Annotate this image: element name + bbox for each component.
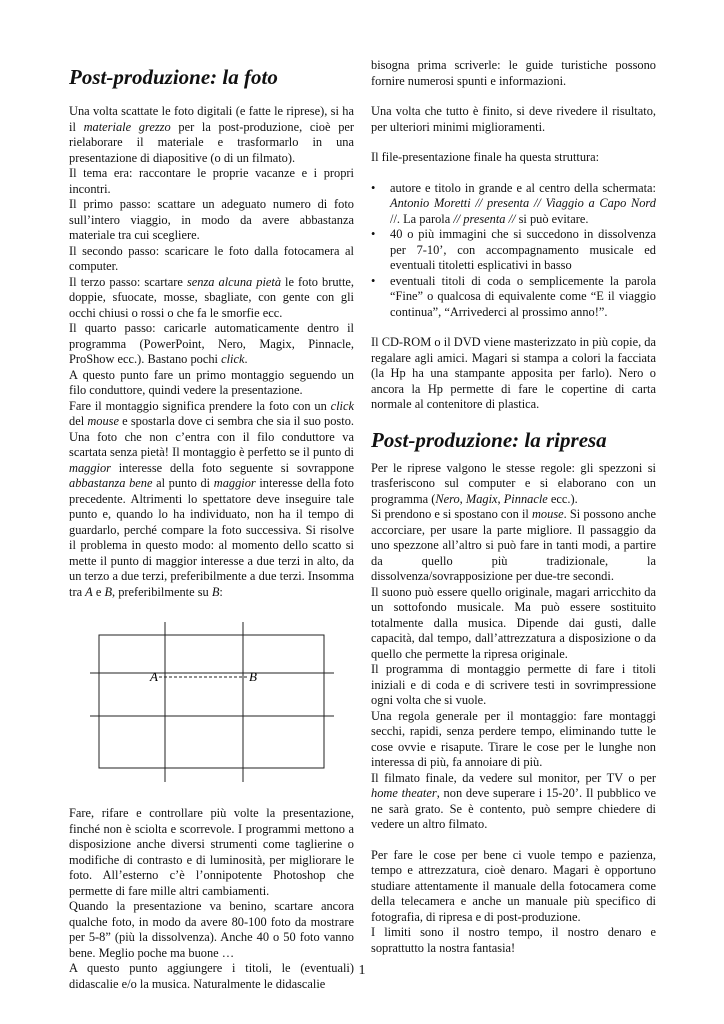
text-run: del: [69, 414, 88, 428]
paragraph: [371, 507, 656, 585]
bullet-icon: •: [371, 227, 376, 241]
label-b: B: [249, 669, 257, 684]
paragraph: [371, 150, 656, 166]
italic-text: mouse: [87, 414, 119, 428]
text-run: Il primo passo: scattare un adeguato numero di foto sull’intero viaggio, in modo da avere abbastanza materiale tra cui scegliere.: [69, 197, 354, 242]
bullet-item: [371, 181, 656, 228]
italic-text: B: [211, 584, 220, 599]
paragraph: [69, 244, 354, 275]
text-run: Il filmato finale, da vedere sul monitor, per TV o per: [371, 770, 656, 785]
italic-text: click: [221, 352, 245, 366]
text-run: e: [92, 584, 105, 599]
paragraph: [371, 104, 656, 135]
text-run: Il file-presentazione finale ha questa struttura:: [371, 150, 600, 164]
rule-of-thirds-diagram: [90, 622, 334, 782]
text-run: Una volta che tutto è finito, si deve rivedere il risultato, per ulteriori minimi miglioramenti.: [371, 104, 656, 134]
bullet-item: [371, 227, 656, 274]
italic-text: materiale grezzo: [83, 119, 171, 134]
right-paragraphs-ripresa: [371, 461, 656, 833]
right-intro: [371, 58, 656, 166]
italic-text: click: [330, 398, 354, 413]
text-run: , preferibilmente su: [112, 584, 212, 599]
text-run: autore e titolo in grande e al centro della schermata:: [390, 180, 656, 195]
right-column: [371, 58, 656, 956]
paragraph: [371, 335, 656, 413]
text-run: //. La parola: [390, 211, 454, 226]
text-run: Il programma di montaggio permette di fare i titoli iniziali e di coda e di scrivere testi in sovrimpressione ogni volta che si vuole.: [371, 662, 656, 707]
paragraph: [69, 321, 354, 368]
italic-text: senza alcuna pietà: [186, 274, 282, 289]
left-paragraphs: [69, 104, 354, 600]
text-run: Per fare le cose per bene ci vuole tempo e pazienza, tempo e attrezzatura, cioè denaro. Magari è opportuno studiare attentamente il manuale della fotocamera come della telecamera e anche un manuale più specifico di fotografia, di ripresa e di post-produzione.: [371, 847, 656, 924]
text-run: . Si possono anche accorciare, per usare la parte migliore. Il passaggio da uno spezzone all’altro si può fare in tanti modi, a partire da quello più tradizionale, la dissolvenza/sovrapposizione per due-tre secondi.: [371, 507, 656, 583]
paragraph: [371, 58, 656, 89]
paragraph: [371, 848, 656, 926]
text-run: ecc.).: [547, 491, 578, 506]
paragraph: [69, 104, 354, 166]
text-run: ,: [459, 491, 466, 506]
text-run: al punto di: [152, 476, 214, 490]
italic-text: mouse: [531, 507, 564, 521]
paragraph: [69, 197, 354, 244]
text-run: Il quarto passo: caricarle automaticamente dentro il programma (PowerPoint, Nero, Magix, Pinnacle, ProShow ecc.). Bastano pochi: [69, 321, 354, 366]
italic-text: B: [104, 584, 113, 599]
text-run: interesse della foto seguente si sovrappone: [111, 460, 354, 475]
text-run: Quando la presentazione va benino, scartare ancora qualche foto, in modo da avere 80-100 foto da mostrare per 5-8” (più la dissolvenza). Anche 40 o 50 foto vanno bene. Meglio poche ma buone …: [69, 899, 354, 960]
italic-text: Pinnacle: [503, 491, 548, 506]
italic-text: A: [85, 584, 93, 599]
text-run: Per le riprese valgono le stesse regole: gli spezzoni si trasferiscono sul computer e si elaborano con un programma (: [371, 460, 656, 506]
italic-text: Antonio Moretti // presenta // Viaggio a Capo Nord: [390, 196, 656, 210]
text-run: :: [219, 584, 223, 599]
italic-text: // presenta //: [453, 211, 516, 226]
text-run: I limiti sono il nostro tempo, il nostro denaro e soprattutto la nostra fantasia!: [371, 925, 656, 955]
text-run: Il CD-ROM o il DVD viene masterizzato in più copie, da regalare agli amici. Magari si stampa a colori la facciata (la Hp ha una stampante apposita per farlo). Nero o ancora la Hp permette di fare le copertine di carta normale al contenitore di plastica.: [371, 335, 656, 411]
right-after-bullets: [371, 335, 656, 413]
text-run: 40 o più immagini che si succedono in dissolvenza per 7-10’, con accompagnamento musicale ed eventuali titoletti esplicativi in basso: [390, 227, 656, 272]
text-run: bisogna prima scriverle: le guide turistiche possono fornire numerosi spunti e informazioni.: [371, 58, 656, 88]
paragraph: [371, 461, 656, 508]
text-run: .: [244, 352, 248, 366]
frame-rect: [99, 635, 324, 768]
paragraph: [371, 585, 656, 663]
text-run: Il terzo passo: scartare: [69, 274, 187, 289]
paragraph: [69, 806, 354, 899]
italic-text: Nero: [435, 491, 460, 506]
text-run: le foto brutte, doppie, sfuocate, mosse, sbagliate, con gente con gli occhi chiusi o rossi o che fa le smorfie ecc.: [69, 274, 355, 320]
bullet-icon: •: [371, 180, 376, 195]
bullet-icon: •: [371, 273, 376, 288]
text-run: Fare, rifare e controllare più volte la presentazione, finché non è sciolta e scorrevole. I programmi mettono a disposizione anche diversi strumenti come taglierine o modifiche di contrasto e di luminosità, per migliorare le foto. All’esterno c’è l’onnipotente Photoshop che permette di fare mille altri cambiamenti.: [69, 806, 354, 898]
text-run: interesse della foto precedente. Altrimenti lo spettatore deve inseguire tale punto e, quando lo ha individuato, non ha il tempo di guardarlo, perché compare la foto successiva. Si risolve il problema in questo modo: al momento dello scatto si mette il punto di maggior interesse a due terzi in alto, da un terzo a due terzi, preferibilmente a due terzi. Insomma tra: [69, 476, 354, 599]
paragraph: [69, 399, 354, 601]
italic-text: maggior: [69, 460, 111, 475]
left-column: [69, 58, 354, 992]
text-run: Il tema era: raccontare le proprie vacanze e i propri incontri.: [69, 166, 354, 196]
text-run: Si prendono e si spostano con il: [371, 507, 532, 521]
text-run: A questo punto fare un primo montaggio seguendo un filo conduttore, quindi vedere la presentazione.: [69, 367, 354, 397]
text-run: si può evitare.: [515, 211, 589, 226]
paragraph: [371, 662, 656, 709]
paragraph: [69, 368, 354, 399]
italic-text: home theater: [371, 786, 437, 800]
right-paragraphs-closing: [371, 848, 656, 957]
text-run: Una volta scattate le foto digitali (e fatte le riprese), si ha il: [69, 104, 354, 134]
paragraph: [69, 166, 354, 197]
label-a: A: [150, 669, 158, 684]
paragraph: [371, 771, 656, 833]
page-number: 1: [358, 963, 366, 978]
section-title-foto: Post-produzione: la foto: [69, 65, 278, 89]
text-run: per la post-produzione, cioè per rielaborare il materiale e trasformarlo in una presentazione di diapositive (o di un filmato).: [69, 119, 355, 165]
text-run: eventuali titoli di coda o semplicemente la parola “Fine” o qualcosa di equivalente come “E il viaggio continua”, “Arrivederci al prossimo anno!”.: [390, 273, 656, 319]
paragraph: [69, 899, 354, 961]
paragraph: [69, 275, 354, 322]
italic-text: Magix: [465, 491, 498, 506]
text-run: Il suono può essere quello originale, magari arricchito da un sottofondo musicale. Ma può essere sostituito totalmente dalla musica. Dipende dai gusti, dalle capacità, dal tempo, dall’attrezzatura a disposizione o da quello che permette la ripresa originale.: [371, 584, 656, 661]
italic-text: abbastanza bene: [69, 476, 153, 490]
text-run: , non deve superare i 15-20’. Il pubblico ve ne sarà grato. Se è contento, può sempre chiedere di vedere un altro filmato.: [371, 786, 656, 831]
italic-text: maggior: [213, 476, 256, 490]
text-run: Fare il montaggio significa prendere la foto con un: [69, 398, 331, 413]
bullet-item: [371, 274, 656, 321]
text-run: e spostarla dove ci sembra che sia il suo posto. Una foto che non c’entra con il filo conduttore va scartata senza pietà! Il montaggio è perfetto se il punto di: [69, 414, 354, 459]
paragraph: [371, 925, 656, 956]
paragraph: [371, 709, 656, 771]
text-run: Una regola generale per il montaggio: fare montaggi secchi, rapidi, senza perdere tempo, eliminando tutte le cose ovvie e risapute. Tirare le cose per le lunghe non interessa di più, fa annoiare di più.: [371, 708, 656, 769]
text-run: A questo punto aggiungere i titoli, le (eventuali) didascalie e/o la musica. Naturalmente le didascalie: [69, 961, 354, 991]
text-run: ,: [497, 491, 504, 506]
structure-bullet-list: [371, 181, 656, 321]
text-run: Il secondo passo: scaricare le foto dalla fotocamera al computer.: [69, 243, 354, 273]
section-title-ripresa: Post-produzione: la ripresa: [371, 427, 607, 452]
